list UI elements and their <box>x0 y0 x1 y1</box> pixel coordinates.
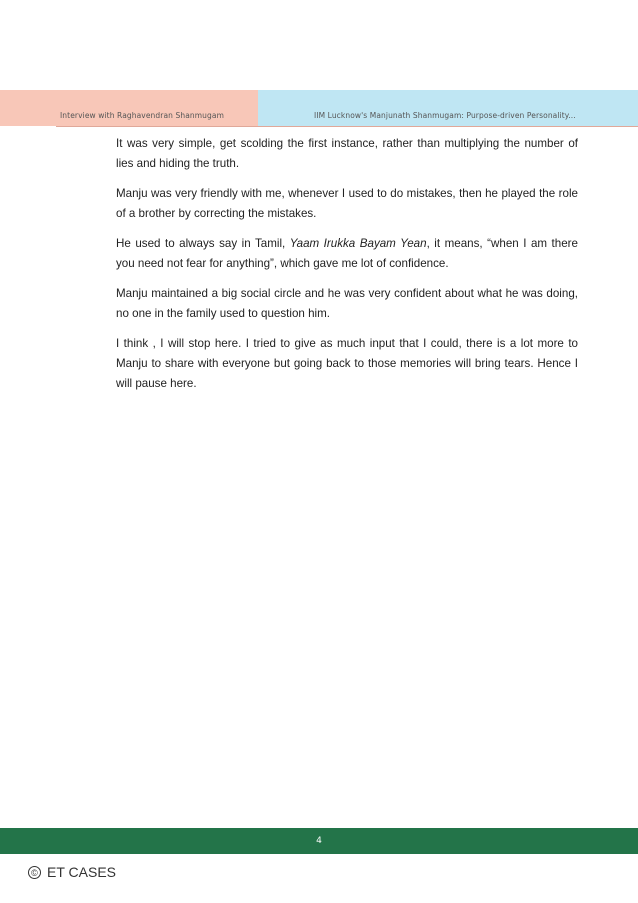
paragraph-2: Manju was very friendly with me, whenever I used to do mistakes, then he played the role of a brother by correcting the mistakes. <box>116 187 578 220</box>
copyright-text: ET CASES <box>47 864 116 880</box>
header-right-band <box>258 90 638 126</box>
header-right-title: IIM Lucknow's Manjunath Shanmugam: Purpose-driven Personality... <box>314 111 576 120</box>
paragraph-5: I think , I will stop here. I tried to give as much input that I could, there is a lot more to Manju to share with everyone but going back to those memories will bring tears. Hence I will pause here. <box>116 337 578 390</box>
header-divider <box>56 126 638 127</box>
paragraph-4: Manju maintained a big social circle and he was very confident about what he was doing, no one in the family used to question him. <box>116 287 578 320</box>
paragraph-1: It was very simple, get scolding the first instance, rather than multiplying the number of lies and hiding the truth. <box>116 137 578 170</box>
copyright-notice <box>28 864 116 880</box>
copyright-icon: © <box>28 866 41 879</box>
header-left-title: Interview with Raghavendran Shanmugam <box>60 111 224 120</box>
page-header <box>0 90 638 126</box>
paragraph-3-after: , it means, “when I am there you need not fear for anything”, which gave me lot of confidence. <box>116 237 578 270</box>
body-content <box>116 134 578 404</box>
paragraph-3-before: He used to always say in Tamil, <box>116 237 290 250</box>
page-number: 4 <box>316 836 322 846</box>
footer-bar <box>0 828 638 854</box>
tamil-phrase: Yaam Irukka Bayam Yean <box>289 237 427 250</box>
paragraph-3 <box>116 234 578 274</box>
header-left-band <box>0 90 258 126</box>
